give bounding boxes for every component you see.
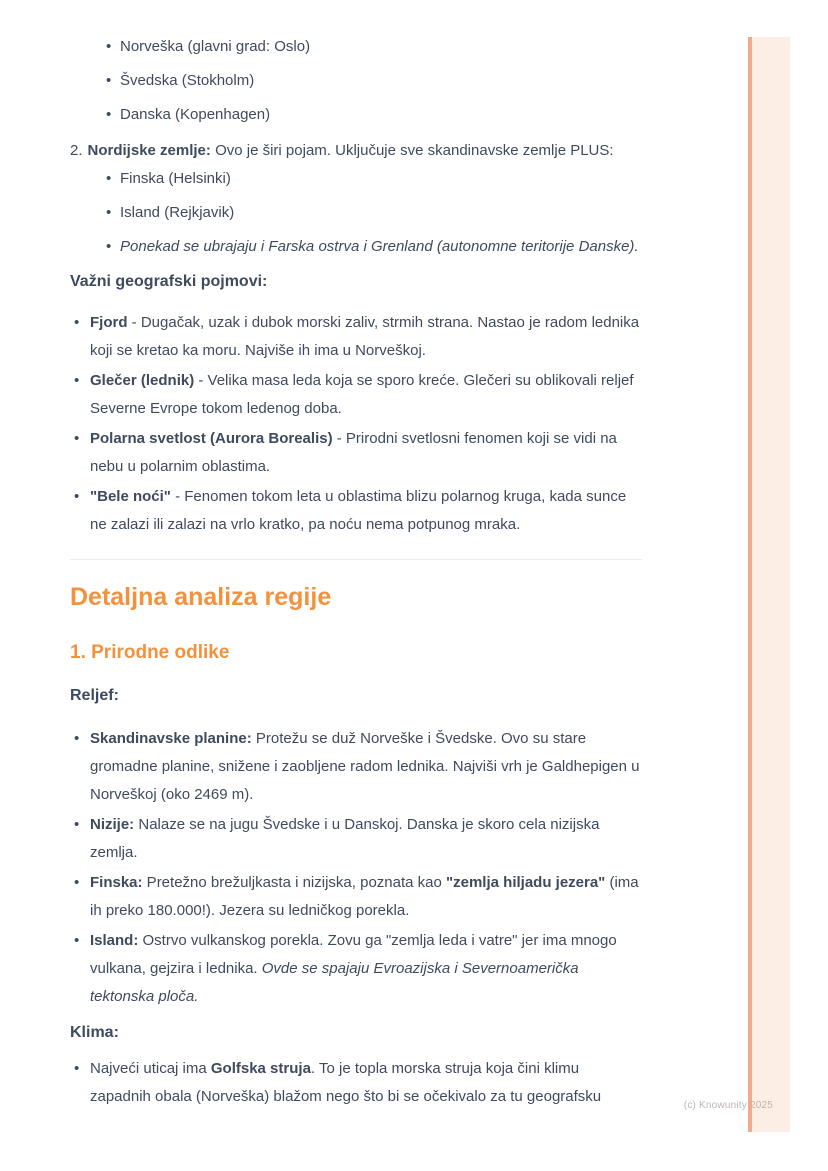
list-item: • Norveška (glavni grad: Oslo) bbox=[106, 33, 642, 61]
list-item: • Polarna svetlost (Aurora Borealis) - Prirodni svetlosni fenomen koji se vidi na nebu u polarnim oblastima. bbox=[70, 425, 642, 481]
climate-list bbox=[70, 1055, 642, 1111]
section-title: Detaljna analiza regije bbox=[70, 583, 332, 611]
list-item: • Fjord - Dugačak, uzak i dubok morski zaliv, strmih strana. Nastao je radom lednika koji se kretao ka moru. Najviše ih ima u Norveškoj. bbox=[70, 309, 642, 365]
page-edge-stripe bbox=[748, 37, 790, 1132]
list-item: • Glečer (lednik) - Velika masa leda koja se sporo kreće. Glečeri su oblikovali reljef Severne Evrope tokom ledenog doba. bbox=[70, 367, 642, 423]
relief-list bbox=[70, 725, 642, 1011]
list-item: • Island: Ostrvo vulkanskog porekla. Zovu ga "zemlja leda i vatre" jer ima mnogo vulkana, gejzira i lednika. Ovde se spajaju Evroazijska i Severnoamerička tektonska ploča. bbox=[70, 927, 642, 1011]
list-item: • Švedska (Stokholm) bbox=[106, 67, 642, 95]
list-item: • Nizije: Nalaze se na jugu Švedske i u Danskoj. Danska je skoro cela nizijska zemlja. bbox=[70, 811, 642, 867]
numbered-item-text: Nordijske zemlje: Ovo je širi pojam. Uključuje sve skandinavske zemlje PLUS: bbox=[87, 142, 614, 159]
climate-heading: Klima: bbox=[70, 1024, 119, 1041]
list-item: • Finska: Pretežno brežuljkasta i nizijska, poznata kao "zemlja hiljadu jezera" (ima ih preko 180.000!). Jezera su ledničkog porekla. bbox=[70, 869, 642, 925]
subsection-title: 1. Prirodne odlike bbox=[70, 642, 230, 663]
geographic-terms-list bbox=[70, 309, 642, 539]
list-item: • Ponekad se ubrajaju i Farska ostrva i Grenland (autonomne teritorije Danske). bbox=[106, 233, 642, 261]
scandinavian-countries-list bbox=[106, 33, 642, 129]
list-item: • Skandinavske planine: Protežu se duž Norveške i Švedske. Ovo su stare gromadne planine, snižene i zaobljene radom lednika. Najviši vrh je Galdhepigen u Norveškoj (oko 2469 m). bbox=[70, 725, 642, 809]
nordic-countries-list bbox=[106, 165, 642, 261]
page-content bbox=[70, 0, 642, 1113]
terms-heading: Važni geografski pojmovi: bbox=[70, 273, 268, 290]
list-item: • Danska (Kopenhagen) bbox=[106, 101, 642, 129]
list-number: 2. bbox=[70, 142, 83, 159]
list-item: • Finska (Helsinki) bbox=[106, 165, 642, 193]
list-item: • "Bele noći" - Fenomen tokom leta u oblastima blizu polarnog kruga, kada sunce ne zalazi ili zalazi na vrlo kratko, pa noću nema potpunog mraka. bbox=[70, 483, 642, 539]
list-item: • Island (Rejkjavik) bbox=[106, 199, 642, 227]
relief-heading: Reljef: bbox=[70, 687, 119, 704]
section-divider bbox=[70, 559, 642, 560]
copyright-watermark: (c) Knowunity 2025 bbox=[683, 1100, 773, 1111]
numbered-item-nordic bbox=[70, 137, 642, 165]
list-item: • Najveći uticaj ima Golfska struja. To je topla morska struja koja čini klimu zapadnih obala (Norveška) blažom nego što bi se očekivalo za tu geografsku bbox=[70, 1055, 642, 1111]
